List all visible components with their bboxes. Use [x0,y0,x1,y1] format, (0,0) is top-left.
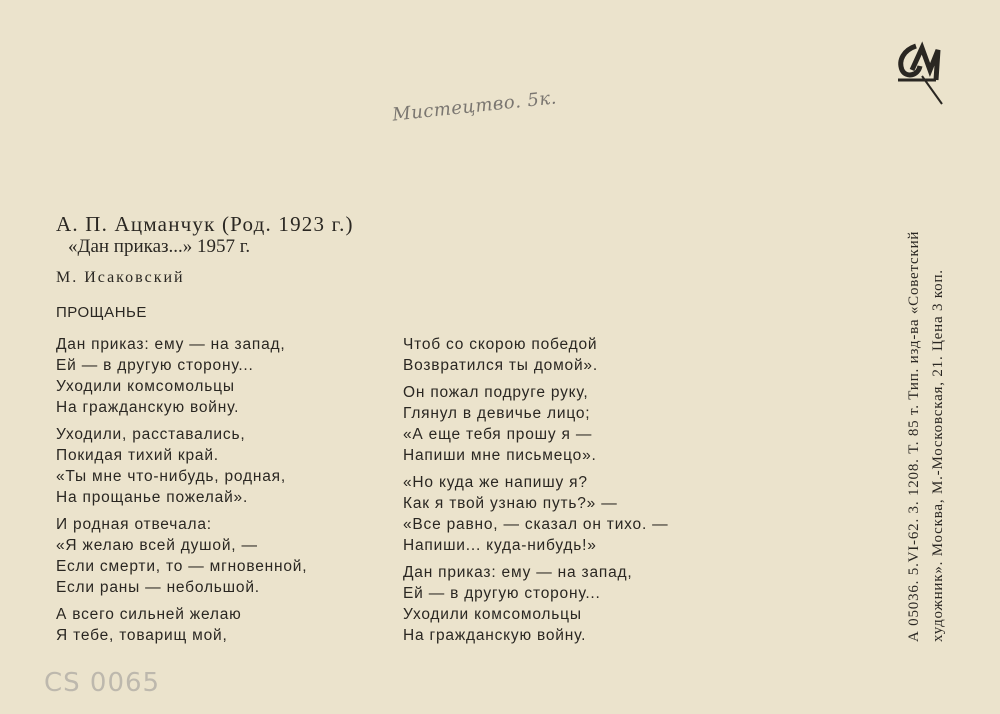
poet-name: М. Исаковский [56,269,185,286]
poem-stanza [403,334,668,376]
poem-stanza [56,514,307,598]
publisher-logo-icon [892,40,946,108]
poem-line: На гражданскую войну. [403,627,587,644]
poem-line: «Я желаю всей душой, — [56,537,258,554]
poem-line: Глянул в девичье лицо; [403,405,591,422]
poem-line: Возвратился ты домой». [403,357,598,374]
poem-stanza [56,604,307,646]
poem-line: Напиши мне письмецо». [403,447,597,464]
poem-line: Если смерти, то — мгновенной, [56,558,308,575]
card-header [56,212,354,322]
poem-column-right [403,334,668,652]
poem-title: ПРОЩАНЬЕ [56,304,147,321]
poem-line: А всего сильней желаю [56,606,242,623]
poem-column-left [56,334,307,652]
imprint-text [902,231,950,642]
handwritten-note: Мистецтво. 5к. [391,87,558,126]
poem-line: «Но куда же напишу я? [403,474,588,491]
poem-stanza [403,382,668,466]
artwork-title: «Дан приказ...» 1957 г. [68,236,251,257]
poem-line: Ей — в другую сторону... [403,585,601,602]
poem-line: Чтоб со скорою победой [403,336,598,353]
imprint-line: А 05036. 5.VI-62. 3. 1208. Т. 85 т. Тип. изд-ва «Советский [906,230,922,642]
poem-line: Как я твой узнаю путь?» — [403,495,618,512]
poem-line: Уходили комсомольцы [403,606,582,623]
poem-line: «Ты мне что-нибудь, родная, [56,468,286,485]
poem-line: И родная отвечала: [56,516,212,533]
poem-line: «А еще тебя прошу я — [403,426,593,443]
poem-line: На прощанье пожелай». [56,489,249,506]
poem-line: Уходили, расставались, [56,426,246,443]
poem-line: На гражданскую войну. [56,399,240,416]
poem-line: Покидая тихий край. [56,447,219,464]
poem-line: Напиши... куда-нибудь!» [403,537,597,554]
poem-stanza [403,562,668,646]
poem-line: Уходили комсомольцы [56,378,235,395]
poem-line: Дан приказ: ему — на запад, [403,564,633,581]
poem-line: «Все равно, — сказал он тихо. — [403,516,669,533]
poem-line: Ей — в другую сторону... [56,357,254,374]
poem-line: Он пожал подруге руку, [403,384,589,401]
poem-stanza [56,334,307,418]
poem-line: Я тебе, товарищ мой, [56,627,228,644]
archive-stamp: CS 0065 [44,668,161,698]
poem-line: Если раны — небольшой. [56,579,260,596]
poem-stanza [56,424,307,508]
imprint-line: художник». Москва, М.-Московская, 21. Цена 3 коп. [930,269,946,642]
author-line: А. П. Ацманчук (Род. 1923 г.) [56,212,354,236]
poem-stanza [403,472,668,556]
poem-line: Дан приказ: ему — на запад, [56,336,286,353]
